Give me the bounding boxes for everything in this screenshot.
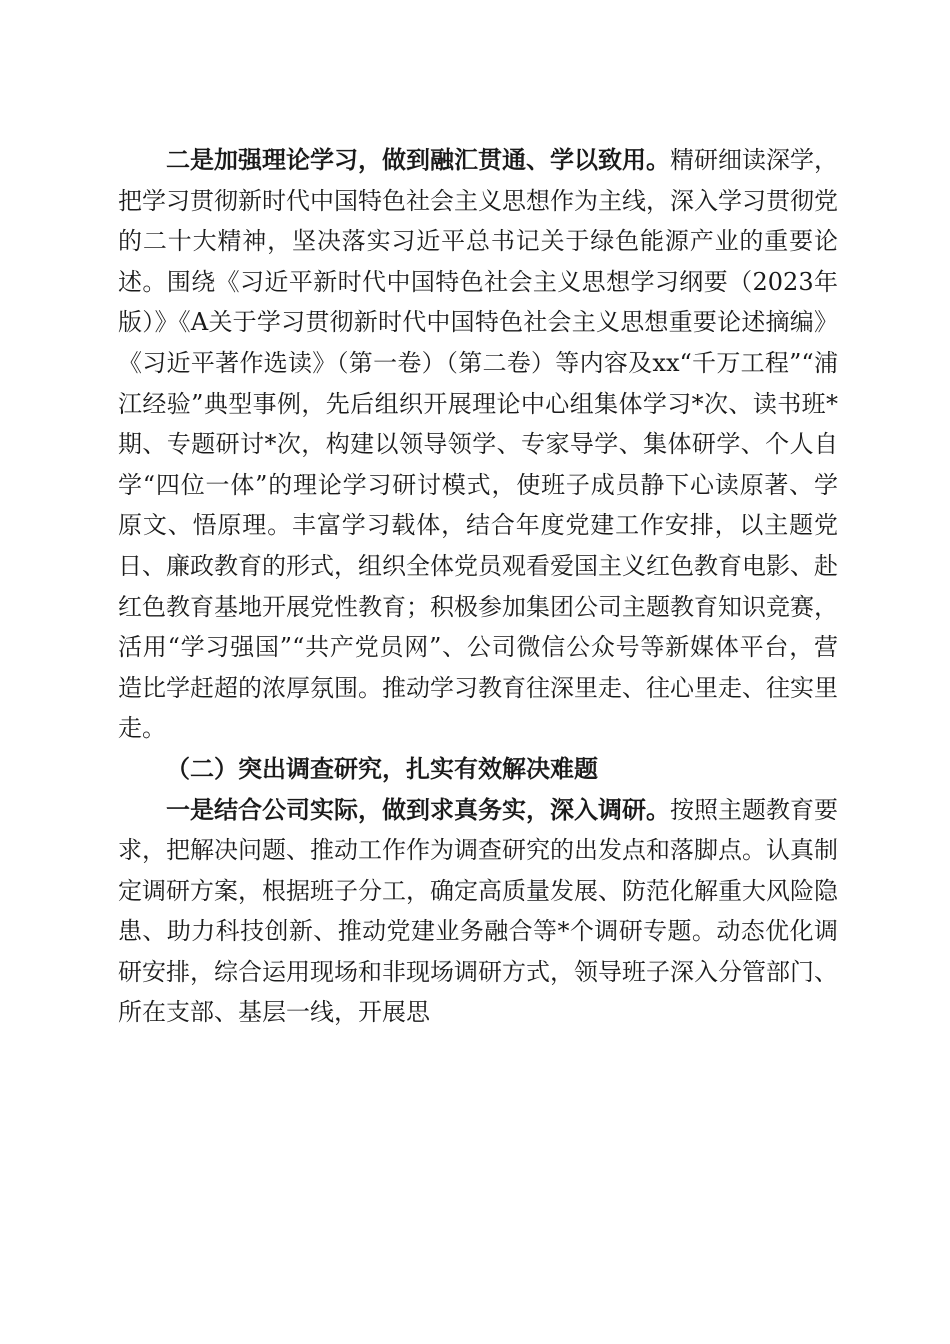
paragraph-text: 精研细读深学，把学习贯彻新时代中国特色社会主义思想作为主线，深入学习贯彻党的二十大精神，坚决落实习近平总书记关于绿色能源产业的重要论述。围绕《习近平新时代中国特色社会主义思想学习纲要（2023年版）》《A关于学习贯彻新时代中国特色社会主义思想重要论述摘编》《习近平著作选读》（第一卷）（第二卷）等内容及xx“千万工程”“浦江经验”典型事例，先后组织开展理论中心组集体学习*次、读书班*期、专题研讨*次，构建以领导领学、专家导学、集体研学、个人自学“四位一体”的理论学习研讨模式，使班子成员静下心读原著、学原文、悟原理。丰富学习载体，结合年度党建工作安排，以主题党日、廉政教育的形式，组织全体党员观看爱国主义红色教育电影、赴红色教育基地开展党性教育；积极参加集团公司主题教育知识竞赛，活用“学习强国”“共产党员网”、公司微信公众号等新媒体平台，营造比学赶超的浓厚氛围。推动学习教育往深里走、往心里走、往实里走。 (118, 146, 838, 743)
paragraph-theory-study (118, 140, 838, 749)
paragraph-research (118, 790, 838, 1034)
paragraph-lead: 一是结合公司实际，做到求真务实，深入调研。 (166, 794, 670, 824)
document-body (118, 140, 838, 1033)
paragraph-text: 按照主题教育要求，把解决问题、推动工作作为调查研究的出发点和落脚点。认真制定调研方案，根据班子分工，确定高质量发展、防范化解重大风险隐患、助力科技创新、推动党建业务融合等*个调研专题。动态优化调研安排，综合运用现场和非现场调研方式，领导班子深入分管部门、所在支部、基层一线，开展思 (118, 795, 838, 1027)
section-heading: （二）突出调查研究，扎实有效解决难题 (166, 753, 598, 783)
paragraph-lead: 二是加强理论学习，做到融汇贯通、学以致用。 (166, 145, 670, 174)
